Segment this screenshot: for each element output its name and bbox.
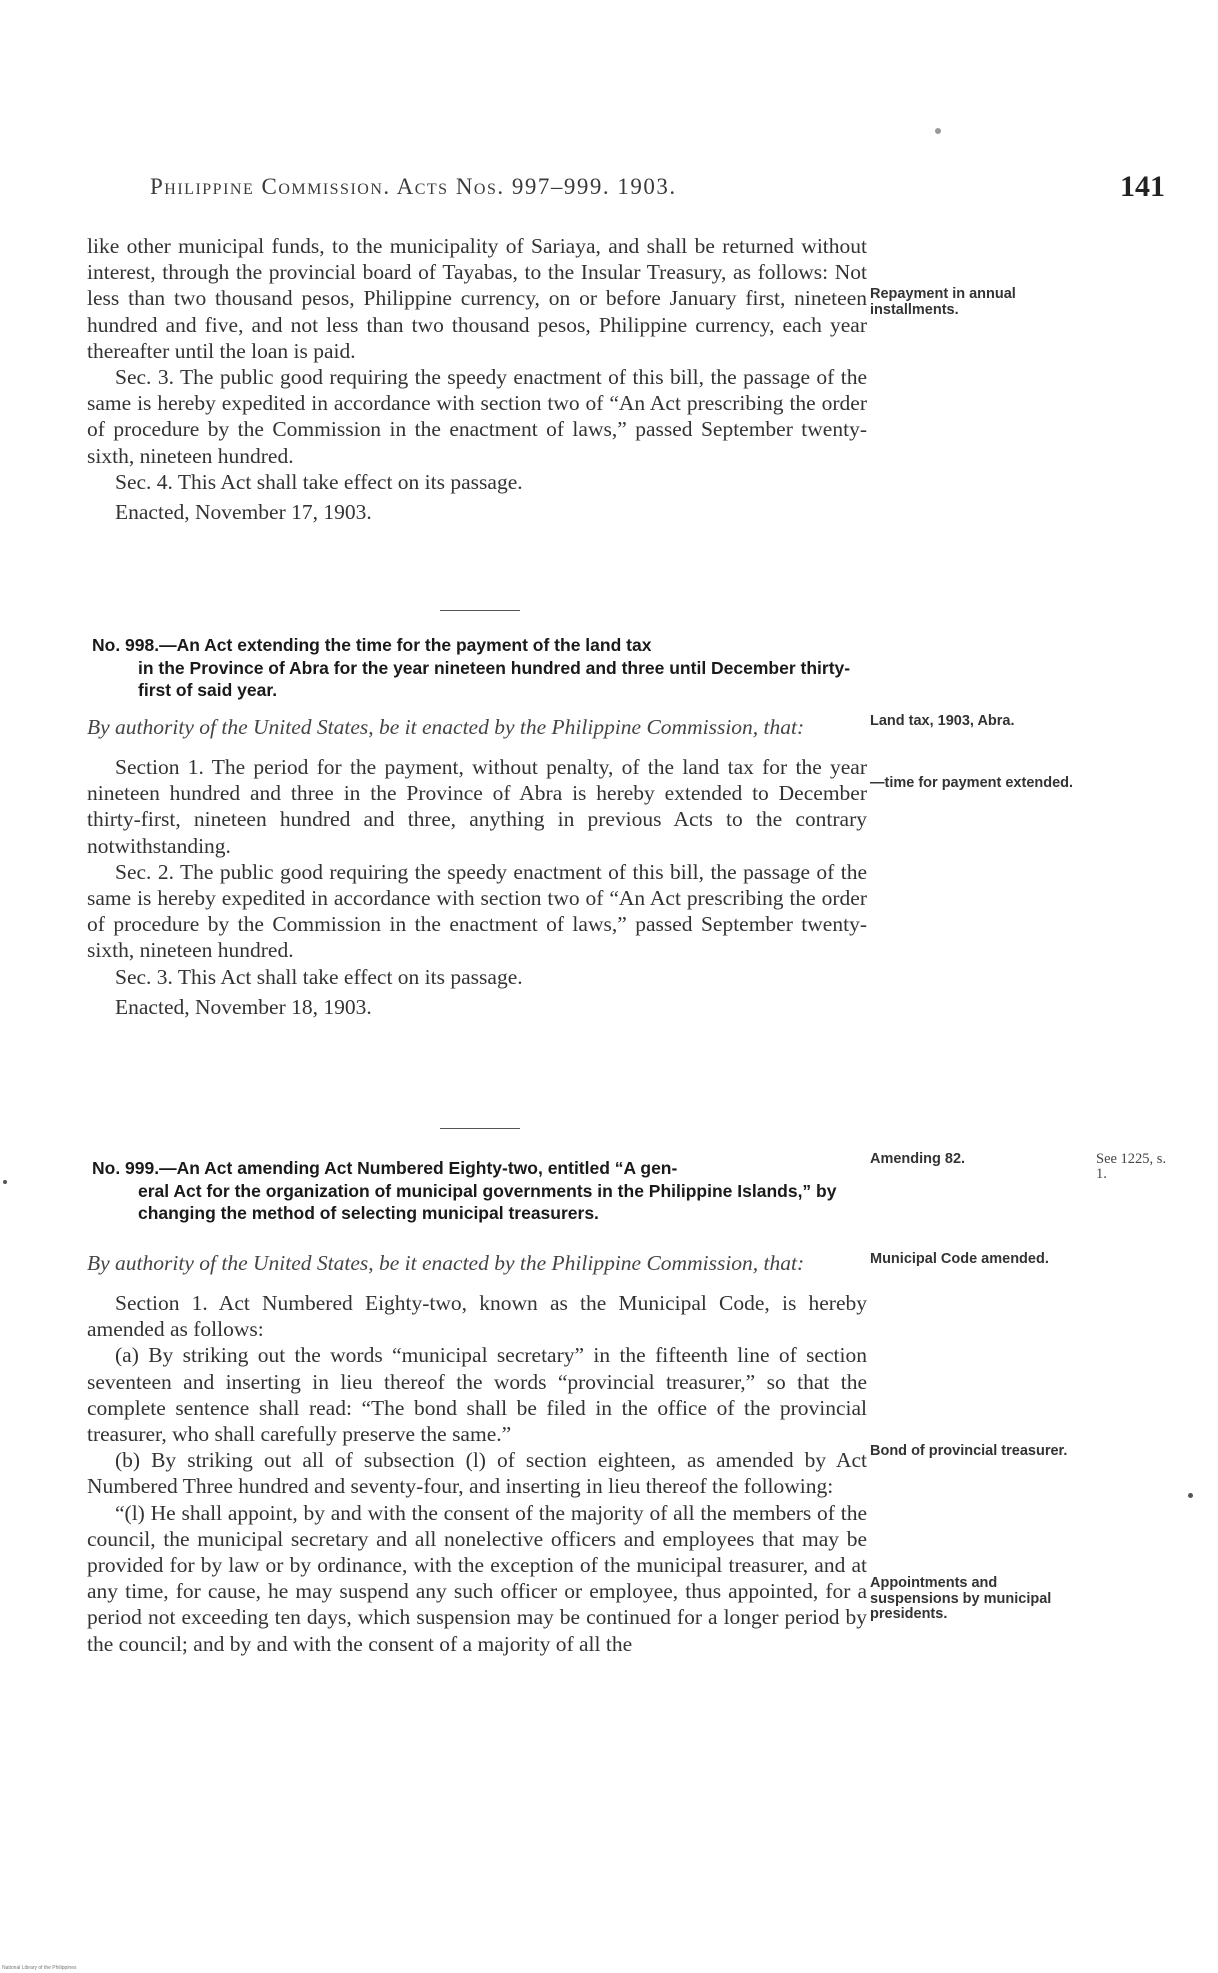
margin-cross-reference: See 1225, s. 1. — [1096, 1151, 1167, 1182]
act-997-section-4: Sec. 4. This Act shall take effect on its passage. — [115, 469, 523, 494]
act-998-title — [92, 634, 867, 702]
act-998-title-continuation: in the Province of Abra for the year nineteen hundred and three until December thirty-first of said year. — [138, 657, 851, 700]
margin-note-time-extended: —time for payment extended. — [870, 775, 1074, 791]
scan-footer: National Library of the Philippines — [2, 1965, 77, 1971]
margin-note-repayment: Repayment in annual installments. — [870, 286, 1016, 318]
page-number: 141 — [1120, 170, 1165, 203]
margin-note-amending: Amending 82. — [870, 1151, 966, 1167]
act-999-paragraph-a: (a) By striking out the words “municipal secretary” in the fifteenth line of section seventeen and inserting in lieu thereof the words “provincial treasurer,” so that the complete sentence shall read: “The bond shall be filed in the office of the provincial treasurer, who shall carefully preserve the same.” — [87, 1343, 867, 1447]
act-998-section-3: Sec. 3. This Act shall take effect on its passage. — [115, 964, 523, 989]
act-999-paragraph-b: (b) By striking out all of subsection (l) of section eighteen, as amended by Act Numbered Three hundred and seventy-four, and inserting in lieu thereof the following: — [87, 1448, 867, 1499]
act-997-section-3: Sec. 3. The public good requiring the speedy enactment of this bill, the passage of the same is hereby expedited in accordance with section two of “An Act prescribing the order of procedure by the Commission in the enactment of laws,” passed September twenty-sixth, nineteen hundred. — [87, 365, 867, 468]
act-999-title-continuation: eral Act for the organization of municipal governments in the Philippine Islands,” by changing the method of selecting municipal treasurers. — [138, 1180, 837, 1223]
act-999-title-line: No. 999.—An Act amending Act Numbered Eighty-two, entitled “A gen- — [92, 1158, 678, 1178]
act-999-subsection-l: “(l) He shall appoint, by and with the consent of the majority of all the members of the council, the municipal secretary and all nonelective officers and employees that may be provided for by law or by ordinance, with the exception of the municipal treasurer, and at any time, for cause, he may suspend any such officer or employee, thus appointed, for a period not exceeding ten days, which suspension may be continued for a longer period by the council; and by and with the consent of a majority of all the — [87, 1500, 867, 1656]
act-998-title-line: No. 998.—An Act extending the time for the payment of the land tax — [92, 635, 652, 655]
section-divider — [440, 610, 520, 611]
act-999-body — [87, 1250, 867, 1657]
margin-note-appointments: Appointments and suspensions by municipal presidents. — [870, 1575, 1052, 1622]
running-header: Philippine Commission. Acts Nos. 997–999. 1903. — [150, 174, 677, 199]
act-999-enacting-clause: By authority of the United States, be it enacted by the Philippine Commission, that: — [87, 1251, 805, 1275]
act-998-enacted-date: Enacted, November 18, 1903. — [115, 994, 372, 1019]
margin-note-land-tax: Land tax, 1903, Abra. — [870, 713, 1015, 729]
act-999-section-1: Section 1. Act Numbered Eighty-two, known as the Municipal Code, is hereby amended as follows: — [87, 1291, 867, 1342]
act-999-title — [92, 1157, 867, 1225]
scan-speck — [3, 1180, 7, 1184]
scan-speck — [935, 128, 941, 134]
scan-speck — [1188, 1493, 1193, 1498]
act-997-enacted-date: Enacted, November 17, 1903. — [115, 500, 372, 525]
act-998-section-2: Sec. 2. The public good requiring the speedy enactment of this bill, the passage of the same is hereby expedited in accordance with section two of “An Act prescribing the order of procedure by the Commission in the enactment of laws,” passed September twenty-sixth, nineteen hundred. — [87, 859, 867, 963]
act-998-enacting-clause: By authority of the United States, be it enacted by the Philippine Commission, that: — [87, 715, 805, 739]
section-divider — [440, 1128, 520, 1129]
act-998-body — [87, 714, 867, 1020]
act-997-continuation — [87, 233, 867, 525]
act-998-section-1: Section 1. The period for the payment, without penalty, of the land tax for the year nineteen hundred and three in the Province of Abra is hereby extended to December thirty-first, nineteen hundred and three, anything in previous Acts to the contrary notwithstanding. — [87, 755, 867, 858]
margin-note-bond: Bond of provincial treasurer. — [870, 1443, 1068, 1459]
margin-note-municipal-code: Municipal Code amended. — [870, 1251, 1049, 1267]
act-997-paragraph: like other municipal funds, to the municipality of Sariaya, and shall be returned without interest, through the provincial board of Tayabas, to the Insular Treasury, as follows: Not less than two thousand pesos, Philippine currency, on or before January first, nineteen hundred and five, and not less than two thousand pesos, Philippine currency, each year thereafter until the loan is paid. — [87, 234, 867, 363]
